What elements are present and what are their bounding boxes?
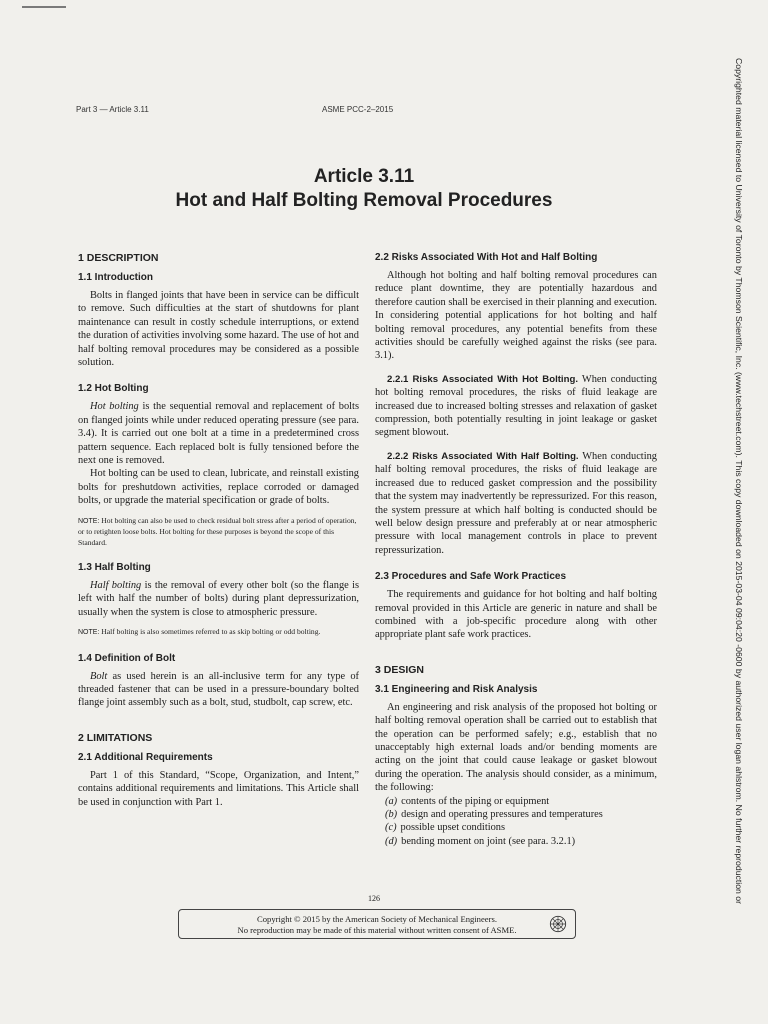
right-column <box>375 252 657 848</box>
copyright-line-2: No reproduction may be made of this material without written consent of ASME. <box>237 924 517 935</box>
list-item: (a) contents of the piping or equipment <box>385 795 550 807</box>
section-2-2-1-paragraph: 2.2.1 Risks Associated With Hot Bolting. When conducting hot bolting removal procedures, the risks of fluid leakage are increased due to increased bolting stresses and relaxation of gasket compression, both potentially resulting in joint leakage or gasket segment blowout. <box>375 373 657 439</box>
asme-seal-icon <box>549 915 567 933</box>
section-3-1-heading: 3.1 Engineering and Risk Analysis <box>375 683 538 695</box>
list-item: (b) design and operating pressures and temperatures <box>385 809 603 820</box>
section-2-1-paragraph: Part 1 of this Standard, “Scope, Organization, and Intent,” contains additional requirements and limitations. This Article shall be used in conjunction with Part 1. <box>78 769 359 808</box>
scan-mark <box>22 6 66 8</box>
page-number: 126 <box>368 894 380 903</box>
section-1-2-paragraph-1: Hot bolting is the sequential removal and replacement of bolts on flanged joints while under reduced operating pressure (see para. 3.4). It is carried out one bolt at a time in a predetermined cross pattern sequence. Each replaced bolt is fully tensioned before the next one is removed. <box>78 401 359 467</box>
section-1-2-paragraph-2: Hot bolting can be used to clean, lubricate, and reinstall existing bolts for preshutdown activities, replace corroded or damaged bolts, or upgrade the material specification or grade of bolts. <box>78 468 359 507</box>
section-2-2-2-paragraph: 2.2.2 Risks Associated With Half Bolting. When conducting half bolting removal procedures, the risks of fluid leakage are increased due to reduced gasket compression and the possibility that the system may inadvertently be repressurized. For this reason, the system pressure at which half bolting is conducted should be well below design pressure and preferably at or near atmospheric pressure with local management controls in place to prevent repressurization. <box>375 450 657 556</box>
section-2-2-1-heading: 2.2.1 Risks Associated With Hot Bolting. <box>387 373 578 385</box>
running-header-center: ASME PCC-2–2015 <box>322 105 394 114</box>
article-title: Hot and Half Bolting Removal Procedures <box>175 190 553 211</box>
section-1-3-paragraph: Half bolting is the removal of every other bolt (so the flange is left with half the number of bolts) during plant depressurization, usually when the system is close to atmospheric pressure. <box>78 579 359 618</box>
section-1-3-note: NOTE: Half bolting is also sometimes referred to as skip bolting or odd bolting. <box>78 627 321 637</box>
article-number: Article 3.11 <box>313 166 415 187</box>
section-3-heading: 3 DESIGN <box>375 663 425 676</box>
section-1-heading: 1 DESCRIPTION <box>78 252 159 264</box>
copyright-box <box>178 909 576 939</box>
side-license-text: Copyrighted material licensed to University of Toronto by Thomson Scientific, Inc. (www.techstreet.com). This copy downloaded on 2015-03-04 09:04:20 -0600 by authorized user logan ahlstrom. No further reproduction or <box>734 58 744 905</box>
section-1-1-paragraph: Bolts in flanged joints that have been in service can be difficult to remove. Such difficulties at the start of shutdowns for plant maintenance can result in costly schedule interruptions, or extend the duration of activities involving some hazard. The use of hot and half bolting removal procedures may be considered as a possible solution. <box>78 290 359 369</box>
section-1-2-note: NOTE: Hot bolting can also be used to check residual bolt stress after a period of operation, or to retighten loose bolts. Hot bolting for these purposes is beyond the scope of this Standard. <box>78 515 357 547</box>
side-license-notice <box>730 58 744 938</box>
copyright-line-1: Copyright © 2015 by the American Society of Mechanical Engineers. <box>257 914 497 924</box>
section-3-1-paragraph: An engineering and risk analysis of the proposed hot bolting or half bolting removal operation shall be carried out to establish that the operation can be performed safely; e.g., establish that no unacceptably high external loads and/or bending moments are acting on the joint that could cause leakage or gasket blowout during the operation. The analysis should consider, as a minimum, the following: <box>375 701 657 794</box>
section-2-3-heading: 2.3 Procedures and Safe Work Practices <box>375 571 567 583</box>
section-2-3-paragraph: The requirements and guidance for hot bolting and half bolting removal provided in this Article are generic in nature and shall be combined with a job-specific procedure along with other appropriate plant safe work practices. <box>375 589 657 641</box>
section-1-2-heading: 1.2 Hot Bolting <box>78 383 149 395</box>
list-item: (c) possible upset conditions <box>385 822 506 834</box>
section-2-2-paragraph: Although hot bolting and half bolting removal procedures can reduce plant downtime, they are potentially hazardous and therefore caution shall be exercised in their planning and execution. In considering potential applications for hot bolting and half bolting removal procedures, any potential benefits from these activities should be carefully weighed against the risks (see para. 3.1). <box>375 270 657 362</box>
section-3-1-list <box>375 795 657 849</box>
section-1-4-paragraph: Bolt as used herein is an all-inclusive term for any type of threaded fastener that can be used in a pressure-boundary bolted flange joint assembly such as a bolt, stud, studbolt, cap screw, etc. <box>78 670 359 709</box>
section-1-4-heading: 1.4 Definition of Bolt <box>78 652 176 664</box>
running-header-left: Part 3 — Article 3.11 <box>76 105 149 114</box>
section-2-heading: 2 LIMITATIONS <box>78 731 153 744</box>
left-column <box>78 252 359 809</box>
section-2-2-2-heading: 2.2.2 Risks Associated With Half Bolting. <box>387 450 579 462</box>
bolt-term: Bolt <box>90 670 108 682</box>
section-1-3-heading: 1.3 Half Bolting <box>78 561 151 573</box>
list-item: (d) bending moment on joint (see para. 3.2.1) <box>385 835 576 847</box>
half-bolting-term: Half bolting <box>90 579 142 591</box>
section-2-1-heading: 2.1 Additional Requirements <box>78 751 213 763</box>
section-2-2-heading: 2.2 Risks Associated With Hot and Half Bolting <box>375 252 598 263</box>
section-1-1-heading: 1.1 Introduction <box>78 272 153 283</box>
hot-bolting-term: Hot bolting <box>90 401 139 413</box>
